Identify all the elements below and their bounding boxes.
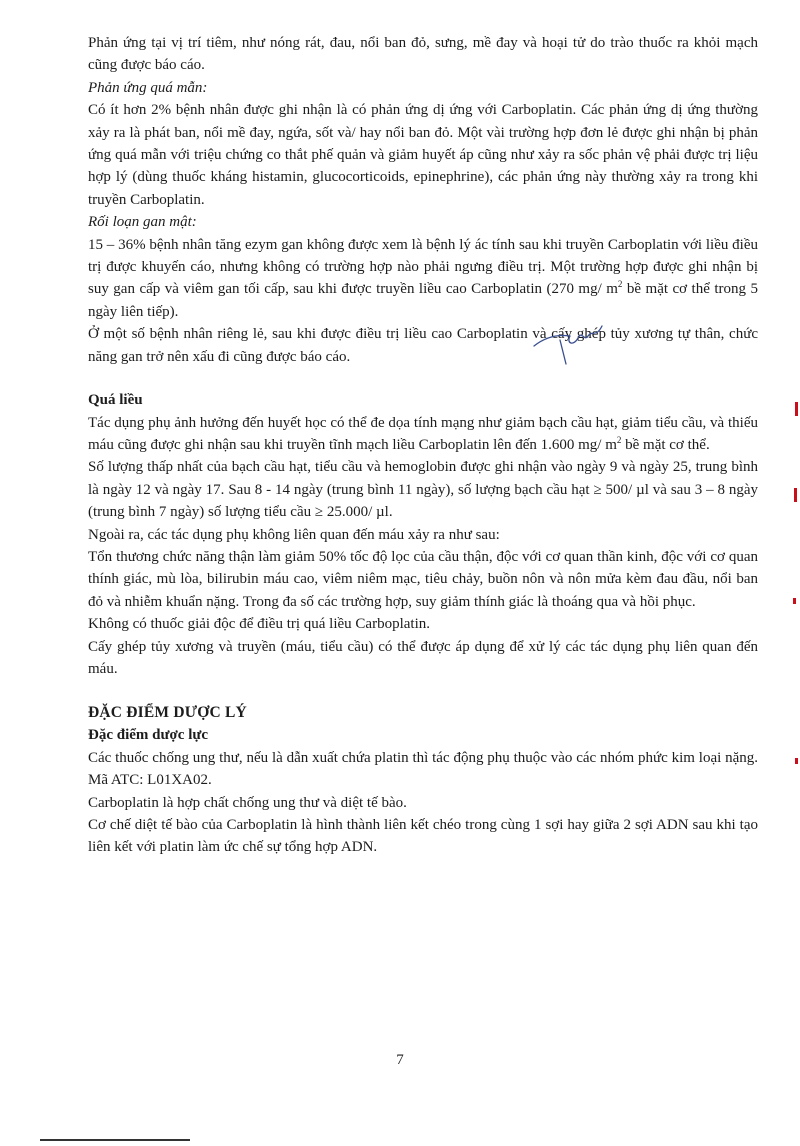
paragraph-hypersensitivity: Có ít hơn 2% bệnh nhân được ghi nhận là có phản ứng dị ứng với Carboplatin. Các phản ứng dị ứng thường xảy ra là phát ban, nổi mề đay, ngứa, sốt và/ hay nổi ban đỏ. Một vài trường hợp đơn lẻ được ghi nhận bị phản ứng quá mẫn với triệu chứng co thắt phế quản và giảm huyết áp cũng như xảy ra sốc phản vệ phải được trị liệu hợp lý (dùng thuốc kháng histamin, glucocorticoids, epinephrine), các phản ứng này thường xảy ra trong khi truyền Carboplatin. <box>88 102 758 208</box>
paragraph-non-hematologic-effects: Tổn thương chức năng thận làm giảm 50% tốc độ lọc của cầu thận, độc với cơ quan thần kinh, độc với cơ quan thính giác, mù lòa, bilirubin máu cao, viêm niêm mạc, tiêu chảy, buồn nôn và nôn mửa kèm đau đầu, nổi ban đỏ và nhiễm khuẩn nặng. Trong đa số các trường hợp, suy giảm thính giác là thoáng qua và hồi phục. <box>88 548 758 610</box>
heading-pharmacology: ĐẶC ĐIỂM DƯỢC LÝ <box>88 704 247 722</box>
paragraph-overdose-hematologic <box>88 412 758 457</box>
paragraph-liver-enzymes <box>88 234 758 324</box>
text: Tác dụng phụ ảnh hưởng đến huyết học có thể đe dọa tính mạng như giảm bạch cầu hạt, giảm tiểu cầu, và thiếu máu cũng được ghi nhận sau khi truyền tĩnh mạch liều Carboplatin lên đến 1.600 mg/ m <box>88 414 758 453</box>
text: 15 – 36% bệnh nhân tăng ezym gan không được xem là bệnh lý ác tính sau khi truyền Carboplatin với liều điều trị được khuyến cáo, nhưng không có trường hợp nào phải ngưng điều trị. Một trường hợp được ghi nhận bị suy gan cấp và viêm gan tối cấp, sau khi được truyền liều cao Carboplatin (270 mg/ m <box>88 236 758 298</box>
paragraph-mechanism: Cơ chế diệt tế bào của Carboplatin là hình thành liên kết chéo trong cùng 1 sợi hay giữa 2 sợi ADN sau khi tạo liên kết với platin làm ức chế sự tổng hợp ADN. <box>88 817 758 856</box>
heading-hepatobiliary: Rối loạn gan mật: <box>88 214 197 231</box>
stamp-mark <box>795 402 798 416</box>
paragraph-transplant: Cấy ghép tủy xương và truyền (máu, tiểu cầu) có thể được áp dụng để xử lý các tác dụng phụ liên quan đến máu. <box>88 638 758 677</box>
superscript: 2 <box>616 434 622 445</box>
document-body <box>88 32 758 859</box>
paragraph-cytotoxic: Carboplatin là hợp chất chống ung thư và diệt tế bào. <box>88 794 407 811</box>
text: bề mặt cơ thể trong 5 ngày liên tiếp). <box>88 281 758 320</box>
paragraph-nadir-counts: Số lượng thấp nhất của bạch cầu hạt, tiểu cầu và hemoglobin được ghi nhận vào ngày 9 và ngày 25, trung bình là ngày 12 và ngày 17. Sau 8 - 14 ngày (trung bình 11 ngày), số lượng bạch cầu hạt ≥ 500/ µl và sau 3 – 8 ngày (trung bình 7 ngày) số lượng tiểu cầu ≥ 25.000/ µl. <box>88 459 758 521</box>
heading-pharmacodynamics: Đặc điểm dược lực <box>88 727 209 744</box>
text: bề mặt cơ thể. <box>621 436 710 453</box>
handwritten-signature <box>530 316 610 366</box>
page-number: 7 <box>396 1052 404 1068</box>
superscript: 2 <box>617 279 623 290</box>
stamp-mark <box>793 598 796 604</box>
heading-overdose: Quá liều <box>88 392 143 409</box>
heading-hypersensitivity: Phản ứng quá mẫn: <box>88 79 208 96</box>
footer-rule <box>40 1139 190 1141</box>
paragraph-injection-site: Phản ứng tại vị trí tiêm, như nóng rát, đau, nổi ban đỏ, sưng, mề đay và hoại tử do trào thuốc ra khỏi mạch cũng được báo cáo. <box>88 35 758 74</box>
paragraph-no-antidote: Không có thuốc giải độc để điều trị quá liều Carboplatin. <box>88 616 430 633</box>
stamp-mark <box>794 488 797 502</box>
stamp-mark <box>795 758 798 764</box>
paragraph-non-hematologic-intro: Ngoài ra, các tác dụng phụ không liên quan đến máu xảy ra như sau: <box>88 526 500 543</box>
paragraph-atc: Các thuốc chống ung thư, nếu là dẫn xuất chứa platin thì tác động phụ thuộc vào các nhóm phức kim loại nặng. Mã ATC: L01XA02. <box>88 749 758 789</box>
paragraph-liver-function: Ở một số bệnh nhân riêng lẻ, sau khi được điều trị liều cao Carboplatin và cấy ghép tủy xương tự thân, chức năng gan trở nên xấu đi cũng được báo cáo. <box>88 326 758 365</box>
